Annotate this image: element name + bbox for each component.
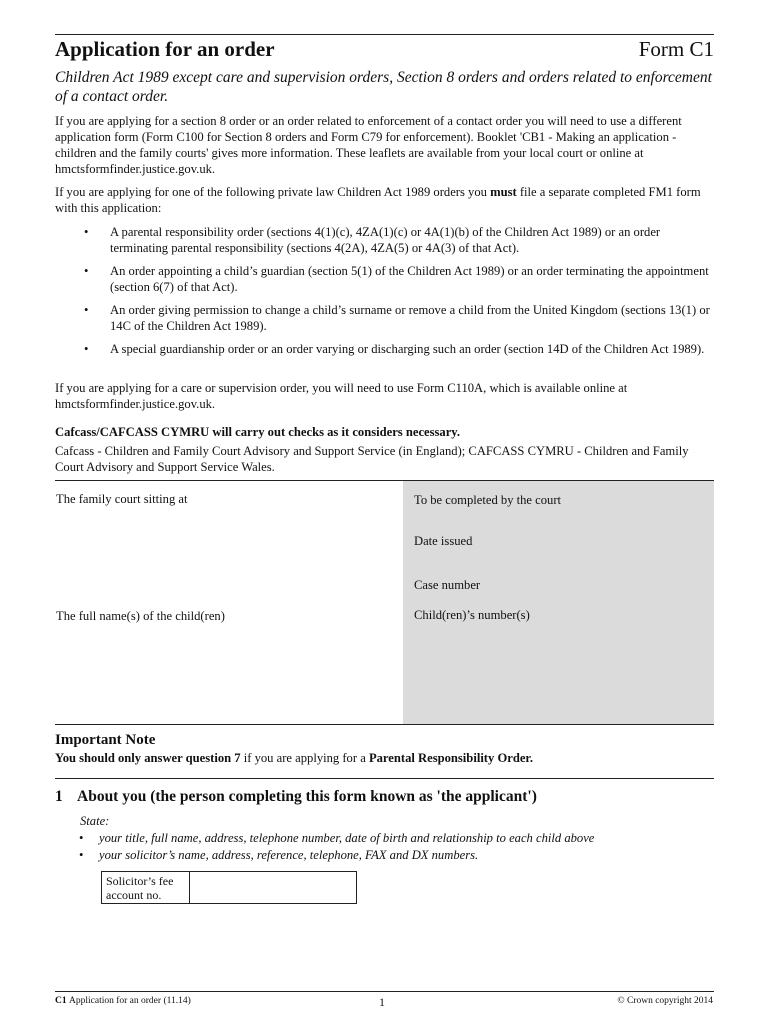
order-bullet-3: An order giving permission to change a child’s surname or remove a child from the United Kingdom (sections 13(1) or 14C of the Children Act 1989). [110, 303, 710, 333]
bullet-marker: • [84, 264, 89, 278]
bullet-marker: • [84, 225, 89, 239]
section-1-number: 1 [55, 788, 63, 805]
solicitor-details-instruction: your solicitor’s name, address, reference, telephone, FAX and DX numbers. [99, 848, 479, 862]
intro-paragraph-2-start: If you are applying for one of the following private law Children Act 1989 orders you [55, 185, 491, 199]
cafcass-notice: Cafcass/CAFCASS CYMRU will carry out checks as it considers necessary. [55, 425, 461, 439]
intro-paragraph-2-must: must [490, 185, 517, 199]
court-use-box [403, 481, 714, 724]
important-note-bold-start: You should only answer question [55, 751, 235, 765]
court-use-heading: To be completed by the court [414, 493, 562, 507]
fee-label-line-1: Solicitor’s fee [106, 874, 174, 888]
important-note-text [55, 750, 717, 766]
copyright-notice: © Crown copyright 2014 [617, 996, 713, 1006]
page-subtitle: Children Act 1989 except care and supervision orders, Section 8 orders and orders related to enforcement of a contact order. [55, 69, 712, 105]
footer-form-name [55, 996, 191, 1006]
order-bullet-2: An order appointing a child’s guardian (section 5(1) of the Children Act 1989) or an order terminating the appointment (section 6(7) of that Act). [110, 264, 709, 294]
cafcass-description: Cafcass - Children and Family Court Advisory and Support Service (in England); CAFCASS CYMRU - Children and Family Court Advisory and Support Service Wales. [55, 444, 689, 474]
form-number: Form C1 [638, 37, 714, 61]
footer-form-code: C1 [55, 996, 67, 1006]
children-number-label: Child(ren)’s number(s) [414, 608, 530, 622]
bullet-marker: • [84, 342, 89, 356]
family-court-label: The family court sitting at [56, 492, 188, 506]
applicant-details-instruction: your title, full name, address, telephone number, date of birth and relationship to each child above [99, 831, 595, 845]
page-title: Application for an order [55, 37, 275, 61]
solicitor-fee-account-label [102, 872, 190, 903]
important-note-middle: if you are applying for a [240, 751, 369, 765]
top-rule [55, 34, 714, 35]
intro-paragraph-2 [55, 184, 717, 216]
page-number: 1 [379, 995, 385, 1009]
important-note-heading: Important Note [55, 732, 156, 748]
bullet-marker: • [84, 303, 89, 317]
footer-form-title: Application for an order (11.14) [69, 996, 191, 1006]
bullet-marker: • [79, 831, 84, 845]
solicitor-fee-account-box [101, 871, 357, 904]
bullet-marker: • [79, 848, 84, 862]
children-names-field[interactable] [56, 628, 396, 722]
section-1-top-rule [55, 778, 714, 779]
family-court-field[interactable] [56, 512, 396, 602]
solicitor-fee-account-input[interactable] [191, 872, 356, 903]
court-section-bottom-rule [55, 724, 714, 725]
children-names-label: The full name(s) of the child(ren) [56, 609, 225, 623]
order-bullet-1: A parental responsibility order (sections 4(1)(c), 4ZA(1)(c) or 4A(1)(b) of the Children Act 1989) or an order terminating parental responsibility (sections 4(2A), 4ZA(5) or 4A(3) of that Act). [110, 225, 661, 255]
section-1-heading: About you (the person completing this form known as 'the applicant') [77, 788, 537, 805]
important-note-bold-end: Parental Responsibility Order. [368, 751, 534, 765]
important-note-question-number: 7 [234, 751, 241, 765]
order-bullet-4: A special guardianship order or an order varying or discharging such an order (section 14D of the Children Act 1989). [110, 342, 705, 356]
state-label: State: [80, 814, 110, 828]
footer-rule [55, 991, 714, 992]
intro-paragraph-3: If you are applying for a care or supervision order, you will need to use Form C110A, which is available online at hmctsformfinder.justice.gov.uk. [55, 381, 628, 411]
case-number-label: Case number [414, 578, 481, 592]
intro-paragraph-2-end: file a separate completed FM1 form with this application: [55, 185, 701, 215]
date-issued-label: Date issued [414, 534, 473, 548]
intro-paragraph-1: If you are applying for a section 8 order or an order related to enforcement of a contact order you will need to use a different application form (Form C100 for Section 8 orders and Form C79 for enforcement). Booklet 'CB1 - Making an application - children and the family courts' gives more information. These leaflets are available from your local court or online at hmctsformfinder.justice.gov.uk. [55, 114, 682, 176]
fee-label-line-2: account no. [106, 888, 162, 902]
